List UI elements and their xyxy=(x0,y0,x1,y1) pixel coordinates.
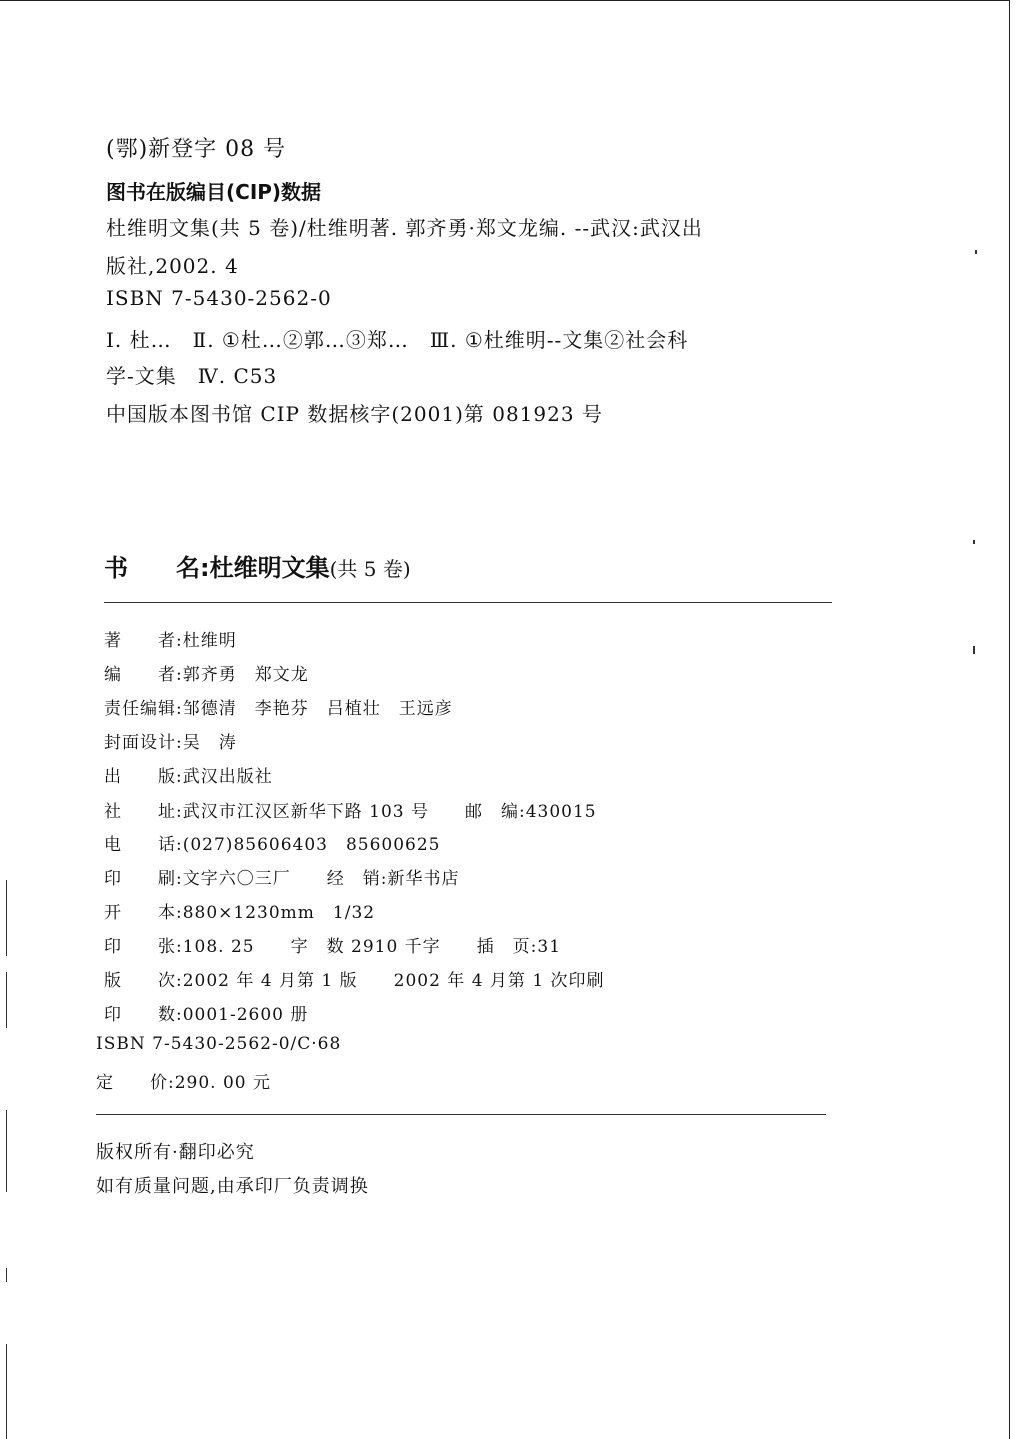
cip-line-classification-cont: 学-文集 Ⅳ. C53 xyxy=(106,364,278,388)
quality-notice: 如有质量问题,由承印厂负责调换 xyxy=(96,1176,369,1197)
scan-mark xyxy=(6,1110,7,1192)
scan-speck xyxy=(973,646,975,654)
scan-mark xyxy=(6,1344,7,1439)
pub-editors: 编 者:郭齐勇 郑文龙 xyxy=(104,665,309,685)
scan-border-top xyxy=(0,0,1010,1)
cip-line-isbn: ISBN 7-5430-2562-0 xyxy=(106,286,332,310)
scan-mark xyxy=(6,1268,7,1282)
pub-address: 社 址:武汉市江汉区新华下路 103 号 邮 编:430015 xyxy=(104,802,597,822)
pub-printer: 印 刷:文字六〇三厂 经 销:新华书店 xyxy=(104,869,460,889)
cip-heading: 图书在版编目(CIP)数据 xyxy=(106,180,322,204)
book-title-volumes: (共 5 卷) xyxy=(329,557,411,581)
scan-border-right xyxy=(1009,0,1010,1439)
pub-author: 著 者:杜维明 xyxy=(104,631,237,651)
pub-format: 开 本:880×1230mm 1/32 xyxy=(104,903,376,923)
book-title-name: 杜维明文集 xyxy=(209,554,330,582)
cip-line-2: 版社,2002. 4 xyxy=(106,254,239,278)
scan-speck xyxy=(973,540,975,544)
pub-isbn: ISBN 7-5430-2562-0/C·68 xyxy=(96,1034,342,1054)
pub-print-run: 印 数:0001-2600 册 xyxy=(104,1005,309,1025)
scan-speck xyxy=(975,250,977,254)
cip-line-1: 杜维明文集(共 5 卷)/杜维明著. 郭齐勇·郑文龙编. --武汉:武汉出 xyxy=(106,216,703,240)
cip-line-classification: Ⅰ. 杜… Ⅱ. ①杜…②郭…③郑… Ⅲ. ①杜维明--文集②社会科 xyxy=(106,328,689,352)
pub-price: 定 价:290. 00 元 xyxy=(96,1073,272,1093)
book-title xyxy=(104,548,411,583)
book-title-label: 书 名: xyxy=(104,554,210,582)
scan-mark xyxy=(6,972,7,1028)
bottom-rule xyxy=(96,1114,826,1115)
copyright-notice: 版权所有·翻印必究 xyxy=(96,1142,255,1163)
pub-publisher: 出 版:武汉出版社 xyxy=(104,767,273,787)
pub-sheets: 印 张:108. 25 字 数 2910 千字 插 页:31 xyxy=(104,937,562,957)
scan-mark xyxy=(6,880,7,956)
cip-line-approval: 中国版本图书馆 CIP 数据核字(2001)第 081923 号 xyxy=(106,402,603,426)
pub-responsible-editors: 责任编辑:邹德清 李艳芬 吕植壮 王远彦 xyxy=(104,699,453,719)
pub-phone: 电 话:(027)85606403 85600625 xyxy=(104,835,441,855)
top-rule xyxy=(104,602,832,603)
pub-edition: 版 次:2002 年 4 月第 1 版 2002 年 4 月第 1 次印刷 xyxy=(104,971,605,991)
pub-cover-design: 封面设计:吴 涛 xyxy=(104,733,237,753)
registration-number: (鄂)新登字 08 号 xyxy=(106,137,287,162)
